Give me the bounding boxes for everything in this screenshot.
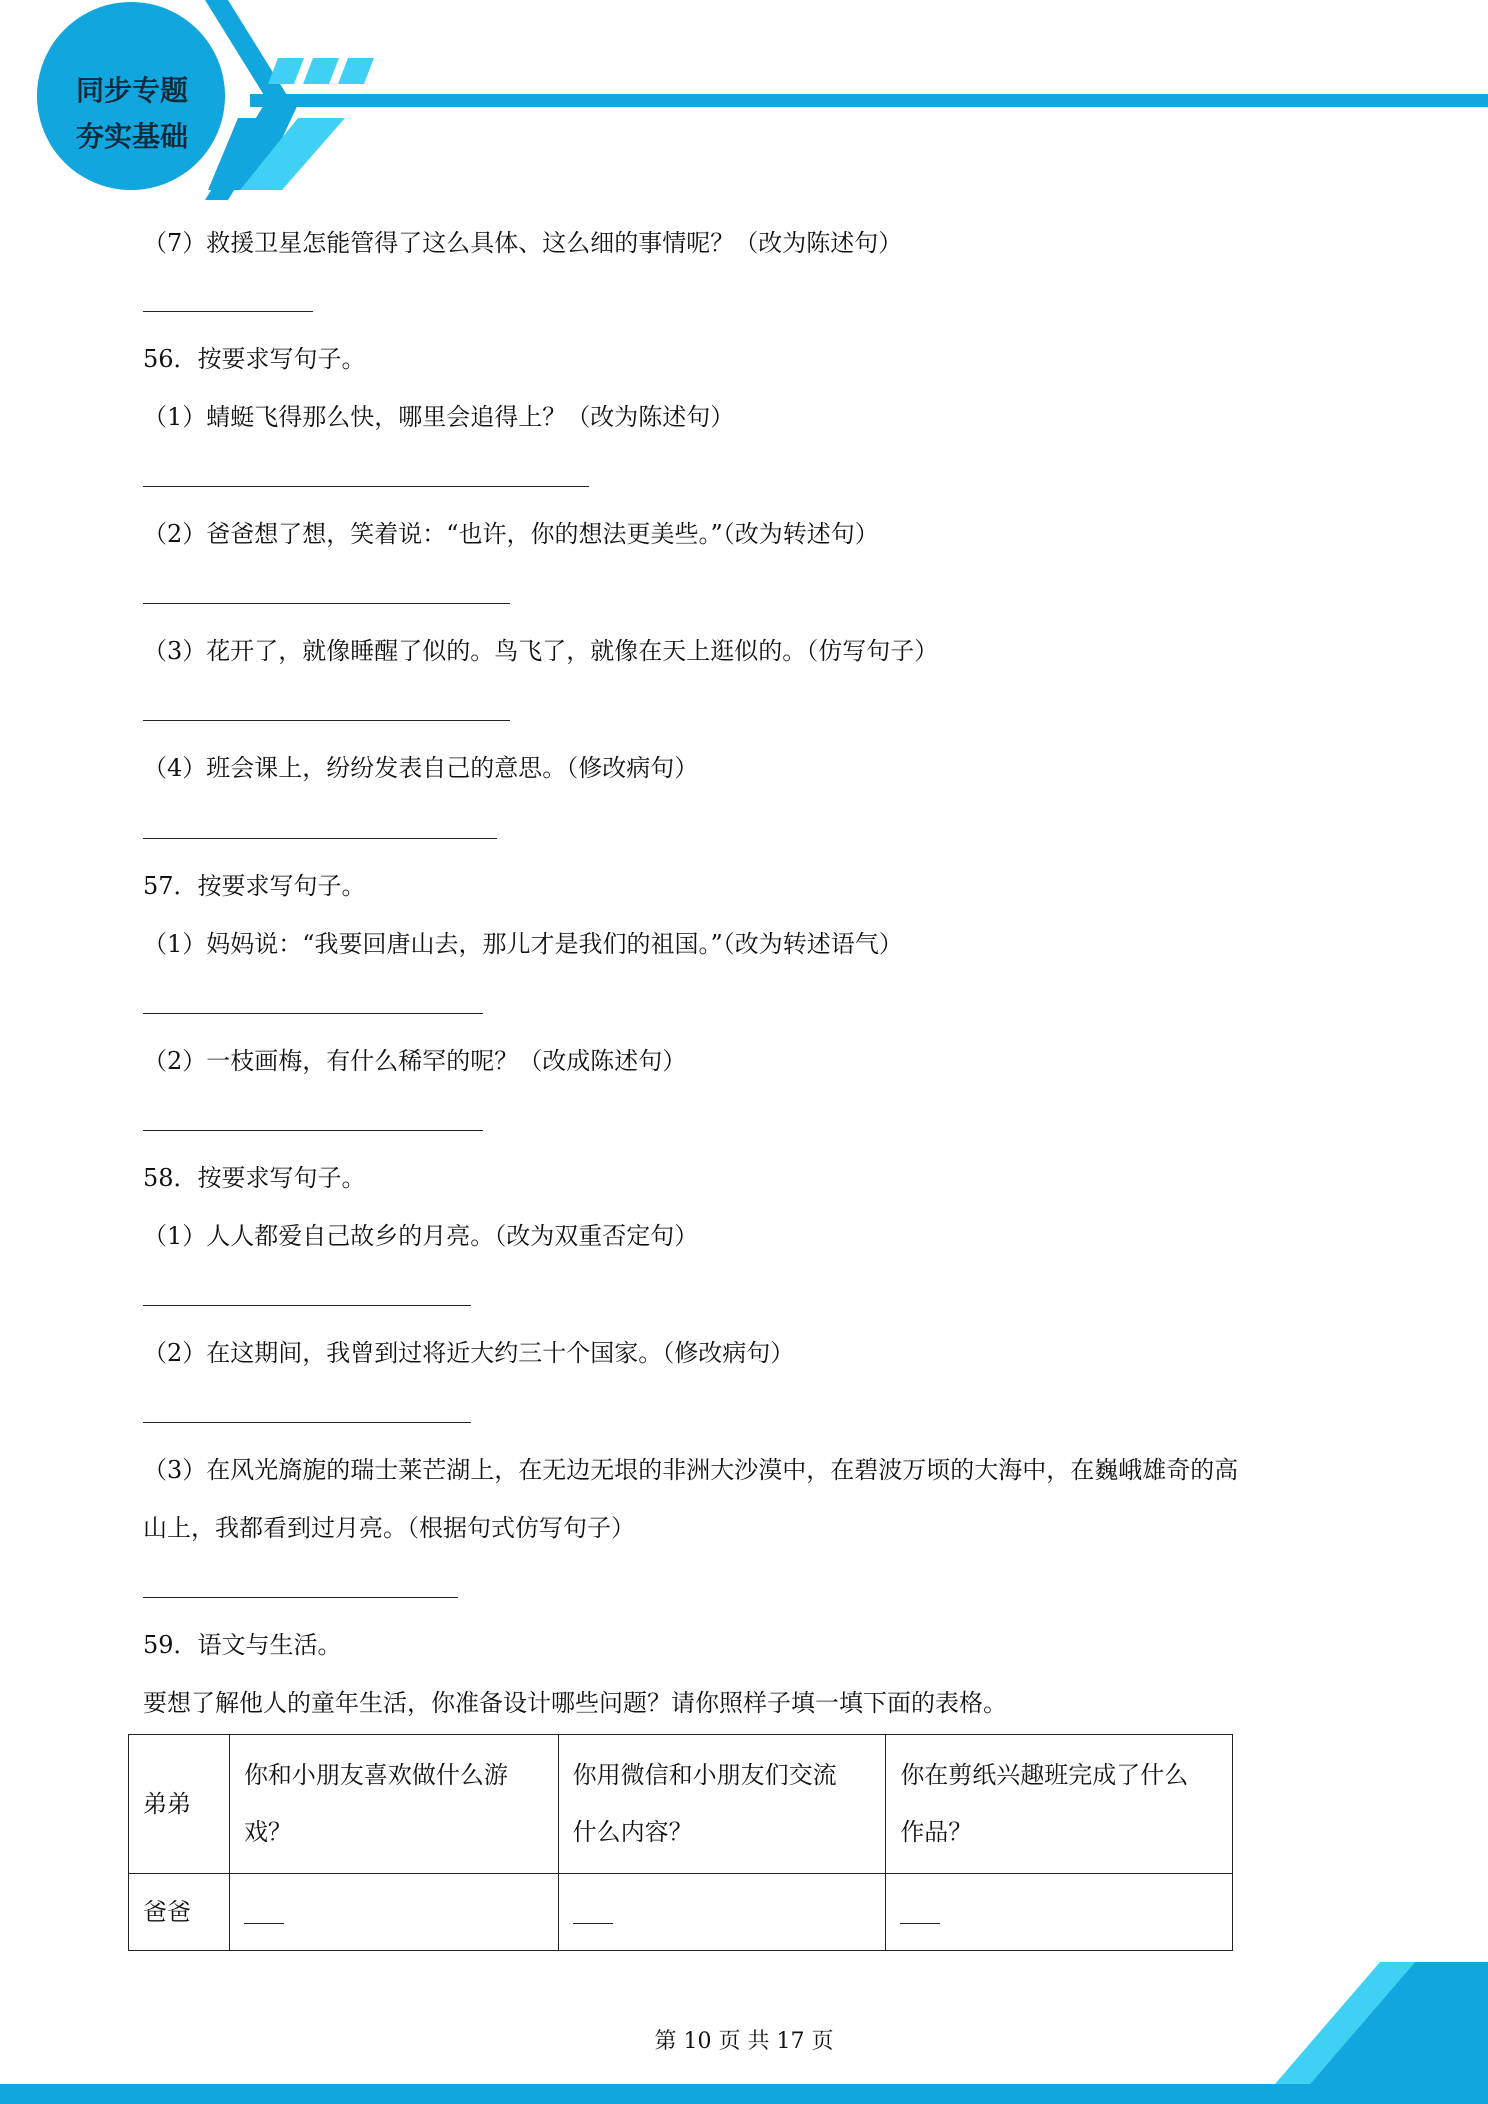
question-57-heading: 57．按要求写句子。 <box>143 872 366 900</box>
badge-line-2: 夯实基础 <box>75 120 188 153</box>
row-label-baba: 爸爸 <box>129 1874 230 1951</box>
row-label-didi: 弟弟 <box>129 1735 230 1874</box>
table-cell-question-3 <box>886 1735 1233 1874</box>
header-stripe <box>250 94 1488 107</box>
question-56-3: （3）花开了，就像睡醒了似的。鸟飞了，就像在天上逛似的。（仿写句子） <box>143 637 939 665</box>
cell-text: 戏？ <box>243 1818 292 1846</box>
question-57-1: （1）妈妈说：“我要回唐山去，那儿才是我们的祖国。”（改为转述语气） <box>143 930 903 958</box>
cell-text: 你和小朋友喜欢做什么游 <box>243 1761 508 1789</box>
cell-text: 什么内容？ <box>572 1818 693 1846</box>
table-row <box>129 1735 1233 1874</box>
question-56-4: （4）班会课上，纷纷发表自己的意思。（修改病句） <box>143 754 699 782</box>
answer-blank[interactable] <box>573 1903 613 1924</box>
answer-blank[interactable] <box>143 720 510 721</box>
question-58-1: （1）人人都爱自己故乡的月亮。（改为双重否定句） <box>143 1222 699 1250</box>
header-dash-2 <box>303 58 339 84</box>
footer-decoration <box>0 1958 1488 2104</box>
header-dash-3 <box>338 58 374 84</box>
badge-line-1: 同步专题 <box>75 74 188 107</box>
answer-blank[interactable] <box>143 838 497 839</box>
question-58-3-line2: 山上，我都看到过月亮。（根据句式仿写句子） <box>143 1514 635 1542</box>
cell-text: 你在剪纸兴趣班完成了什么 <box>900 1761 1189 1789</box>
table-row <box>129 1874 1233 1951</box>
answer-blank[interactable] <box>143 1305 471 1306</box>
page-number: 第 10 页 共 17 页 <box>654 2029 834 2054</box>
question-58-3-line1: （3）在风光旖旎的瑞士莱芒湖上，在无边无垠的非洲大沙漠中，在碧波万顷的大海中，在巍峨雄奇的高 <box>143 1456 1239 1484</box>
question-59-instruction: 要想了解他人的童年生活，你准备设计哪些问题？请你照样子填一填下面的表格。 <box>143 1689 1007 1717</box>
cell-text: 你用微信和小朋友们交流 <box>572 1761 837 1789</box>
footer-bar <box>0 2084 1488 2104</box>
answer-blank[interactable] <box>244 1903 284 1924</box>
answer-blank[interactable] <box>143 1013 483 1014</box>
question-56-1: （1）蜻蜓飞得那么快，哪里会追得上？（改为陈述句） <box>143 403 735 431</box>
question-56-2: （2）爸爸想了想，笑着说：“也许，你的想法更美些。”（改为转述句） <box>143 520 879 548</box>
question-55-7: （7）救援卫星怎能管得了这么具体、这么细的事情呢？（改为陈述句） <box>143 229 903 257</box>
table-cell-question-1 <box>229 1735 558 1874</box>
table-cell-answer-3[interactable] <box>886 1874 1233 1951</box>
answer-blank[interactable] <box>143 311 313 312</box>
answer-blank[interactable] <box>143 1130 483 1131</box>
table-cell-answer-1[interactable] <box>229 1874 558 1951</box>
table-cell-answer-2[interactable] <box>558 1874 886 1951</box>
header-badge <box>37 38 227 190</box>
answer-blank[interactable] <box>143 603 510 604</box>
question-56-heading: 56．按要求写句子。 <box>143 345 366 373</box>
question-58-heading: 58．按要求写句子。 <box>143 1164 366 1192</box>
answer-blank[interactable] <box>900 1903 940 1924</box>
table-cell-question-2 <box>558 1735 886 1874</box>
answer-blank[interactable] <box>143 1422 471 1423</box>
answer-blank[interactable] <box>143 486 589 487</box>
question-59-heading: 59．语文与生活。 <box>143 1631 342 1659</box>
cell-text: 作品？ <box>900 1818 973 1846</box>
question-57-2: （2）一枝画梅，有什么稀罕的呢？（改成陈述句） <box>143 1047 687 1075</box>
question-table <box>128 1734 1233 1951</box>
question-58-2: （2）在这期间，我曾到过将近大约三十个国家。（修改病句） <box>143 1339 795 1367</box>
answer-blank[interactable] <box>143 1597 458 1598</box>
header-dash-1 <box>268 58 304 84</box>
